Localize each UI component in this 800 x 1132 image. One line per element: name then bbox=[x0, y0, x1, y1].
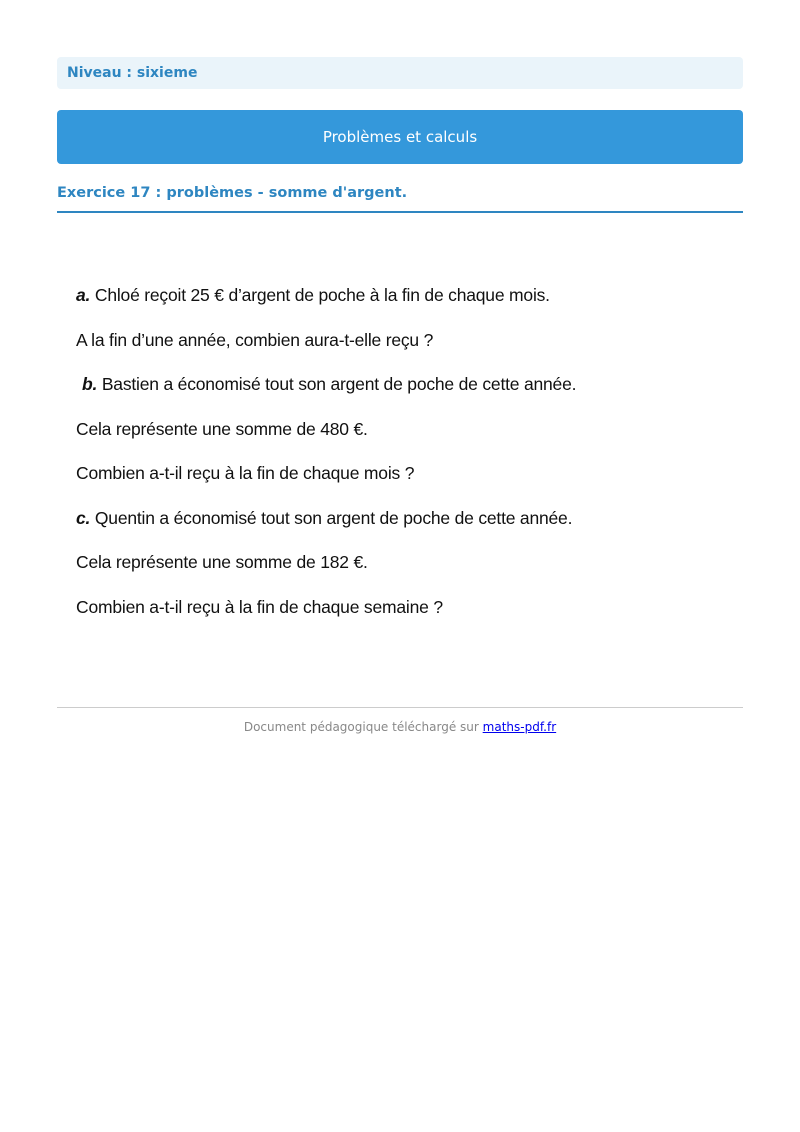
section-banner bbox=[57, 110, 743, 164]
exercise-line bbox=[76, 283, 716, 328]
exercise-line: Combien a-t-il reçu à la fin de chaque semaine ? bbox=[76, 596, 443, 617]
question-letter-c: c. bbox=[76, 507, 91, 528]
exercise-line: Combien a-t-il reçu à la fin de chaque mois ? bbox=[76, 463, 415, 483]
exercise-line: Cela représente une somme de 480 €. bbox=[76, 418, 368, 439]
footer-text: Document pédagogique téléchargé sur bbox=[243, 720, 479, 734]
question-letter-a: a. bbox=[76, 285, 91, 305]
question-c-text: Quentin a économisé tout son argent de poche de cette année. bbox=[94, 507, 573, 528]
footer-divider bbox=[57, 707, 743, 708]
exercise-line bbox=[76, 372, 716, 417]
banner-title: Problèmes et calculs bbox=[322, 128, 478, 146]
exercise-content bbox=[76, 283, 716, 639]
footer bbox=[57, 720, 743, 734]
exercise-line: Cela représente une somme de 182 €. bbox=[76, 552, 368, 572]
question-letter-b: b. bbox=[82, 374, 98, 394]
exercise-line bbox=[76, 506, 716, 551]
footer-link[interactable]: maths-pdf.fr bbox=[482, 720, 557, 734]
level-text: Niveau : sixieme bbox=[67, 65, 198, 81]
exercise-title: Exercice 17 : problèmes - somme d'argent. bbox=[57, 185, 743, 213]
question-b-text: Bastien a économisé tout son argent de poche de cette année. bbox=[101, 374, 577, 394]
question-a-text: Chloé reçoit 25 € d’argent de poche à la fin de chaque mois. bbox=[94, 285, 550, 305]
level-label bbox=[57, 57, 743, 89]
exercise-line: A la fin d’une année, combien aura-t-elle reçu ? bbox=[76, 329, 434, 350]
